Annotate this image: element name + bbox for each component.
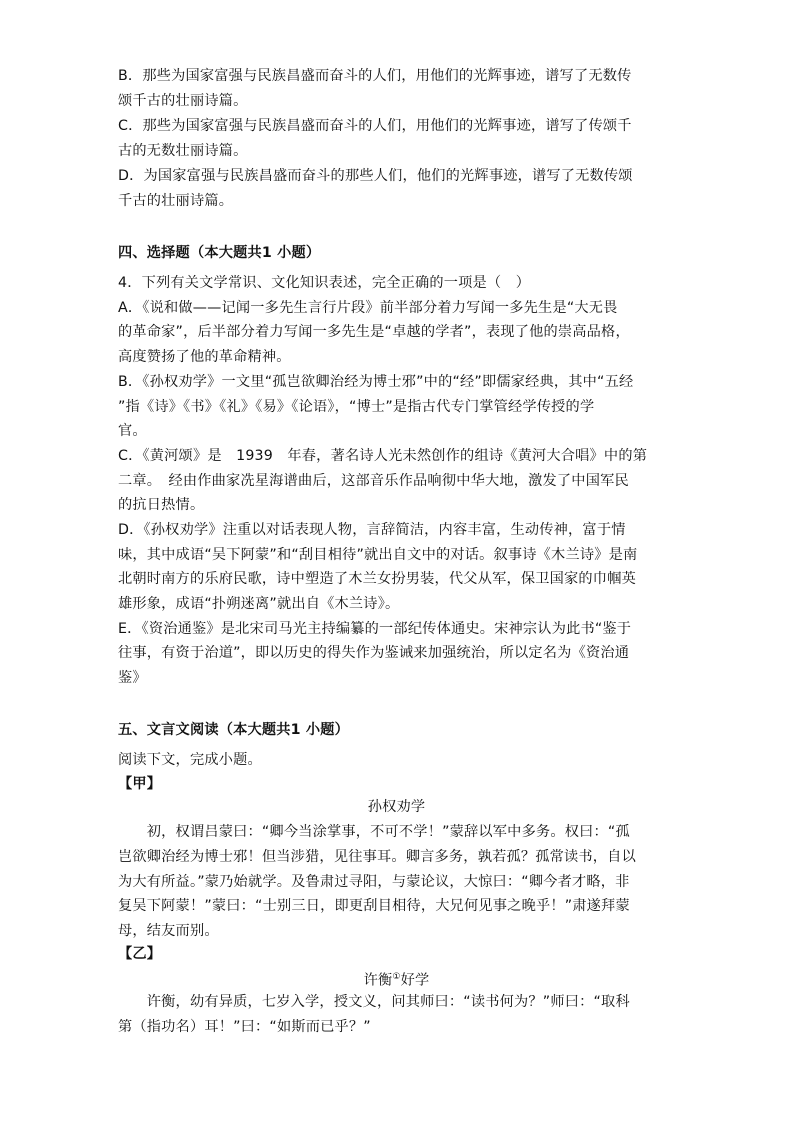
passage-jia-line: 为大有所益。”蒙乃始就学。及鲁肃过寻阳，与蒙论议，大惊曰：“卿今者才略，非 xyxy=(118,874,630,890)
passage-yi-label: 【乙】 xyxy=(118,946,162,962)
q4-option-line: 鉴》 xyxy=(118,670,147,686)
q3-option-d-line1: D．为国家富强与民族昌盛而奋斗的那些人们，他们的光辉事迹，谱写了无数传颂 xyxy=(118,168,633,184)
footnote-marker: ① xyxy=(392,972,401,982)
q4-option-line: 官。 xyxy=(118,423,147,439)
passage-jia-label: 【甲】 xyxy=(118,776,162,792)
q4-option-line: A．《说和做——记闻一多先生言行片段》前半部分着力写闻一多先生是“大无畏 xyxy=(118,300,618,316)
passage-yi-line: 第（指功名）耳！”曰：“如斯而已乎？” xyxy=(118,1019,371,1035)
q4-option-line: 高度赞扬了他的革命精神。 xyxy=(118,349,291,365)
q3-option-c-line1: C．那些为国家富强与民族昌盛而奋斗的人们，用他们的光辉事迹，谱写了传颂千 xyxy=(118,118,632,134)
section5-heading: 五、文言文阅读（本大题共1 小题） xyxy=(118,722,350,738)
q4-option-line: 二章。 经由作曲家冼星海谱曲后，这部音乐作品响彻中华大地，激发了中国军民 xyxy=(118,473,629,489)
q4-stem: 4．下列有关文学常识、文化知识表述，完全正确的一项是（ ） xyxy=(118,275,531,291)
q4-option-line: 往事，有资于治道”，即以历史的得失作为鉴诫来加强统治，所以定名为《资治通 xyxy=(118,645,630,661)
q4-option-line: 的抗日热情。 xyxy=(118,497,205,513)
section4-heading: 四、选择题（本大题共1 小题） xyxy=(118,245,321,261)
q4-option-line: C．《黄河颂》是 1939 年春，著名诗人光未然创作的组诗《黄河大合唱》中的第 xyxy=(118,448,648,464)
passage-yi-title xyxy=(0,967,793,991)
q3-option-c-line2: 古的无数壮丽诗篇。 xyxy=(118,143,248,159)
passage-jia-line: 岂欲卿治经为博士邪！但当涉猎，见往事耳。卿言多务，孰若孤？孤常读书，自以 xyxy=(118,849,636,865)
q4-option-line: 味，其中成语“吴下阿蒙”和“刮目相待”就出自文中的对话。叙事诗《木兰诗》是南 xyxy=(118,547,638,563)
passage-jia-line: 复吴下阿蒙！”蒙曰：“士别三日，即更刮目相待，大兄何见事之晚乎！”肃遂拜蒙 xyxy=(118,898,630,914)
passage-jia-title: 孙权劝学 xyxy=(367,799,426,815)
q4-option-line: B．《孙权劝学》一文里“孤岂欲卿治经为博士邪”中的“经”即儒家经典，其中“五经 xyxy=(118,374,634,390)
passage-jia-line: 母，结友而别。 xyxy=(118,923,219,939)
q4-option-line: 的革命家”，后半部分着力写闻一多先生是“卓越的学者”，表现了他的崇高品格， xyxy=(118,324,630,340)
q4-option-line: ”指《诗》《书》《礼》《易》《论语》，“博士”是指古代专门掌管经学传授的学 xyxy=(118,399,595,415)
passage-jia-line: 初，权谓吕蒙曰：“卿今当涂掌事，不可不学！”蒙辞以军中多务。权曰：“孤 xyxy=(118,824,630,840)
q4-option-line: 北朝时南方的乐府民歌，诗中塑造了木兰女扮男装，代父从军，保卫国家的巾帼英 xyxy=(118,571,636,587)
passage-yi-title-rest: 好学 xyxy=(400,972,430,989)
q3-option-d-line2: 千古的壮丽诗篇。 xyxy=(118,193,234,209)
section5-intro: 阅读下文，完成小题。 xyxy=(118,752,262,768)
q3-option-b-line2: 颂千古的壮丽诗篇。 xyxy=(118,93,248,109)
q3-option-b-line1: B．那些为国家富强与民族昌盛而奋斗的人们，用他们的光辉事迹，谱写了无数传 xyxy=(118,68,632,84)
passage-yi-title-name: 许衡 xyxy=(363,972,393,989)
q4-option-line: D．《孙权劝学》注重以对话表现人物，言辞简洁，内容丰富，生动传神，富于情 xyxy=(118,522,626,538)
passage-yi-line: 许衡，幼有异质，七岁入学，授文义，问其师曰：“读书何为？”师曰：“取科 xyxy=(118,994,630,1010)
q4-option-line: 雄形象，成语“扑朔迷离”就出自《木兰诗》。 xyxy=(118,596,400,612)
q4-option-line: E．《资治通鉴》是北宋司马光主持编纂的一部纪传体通史。宋神宗认为此书“鉴于 xyxy=(118,621,632,637)
